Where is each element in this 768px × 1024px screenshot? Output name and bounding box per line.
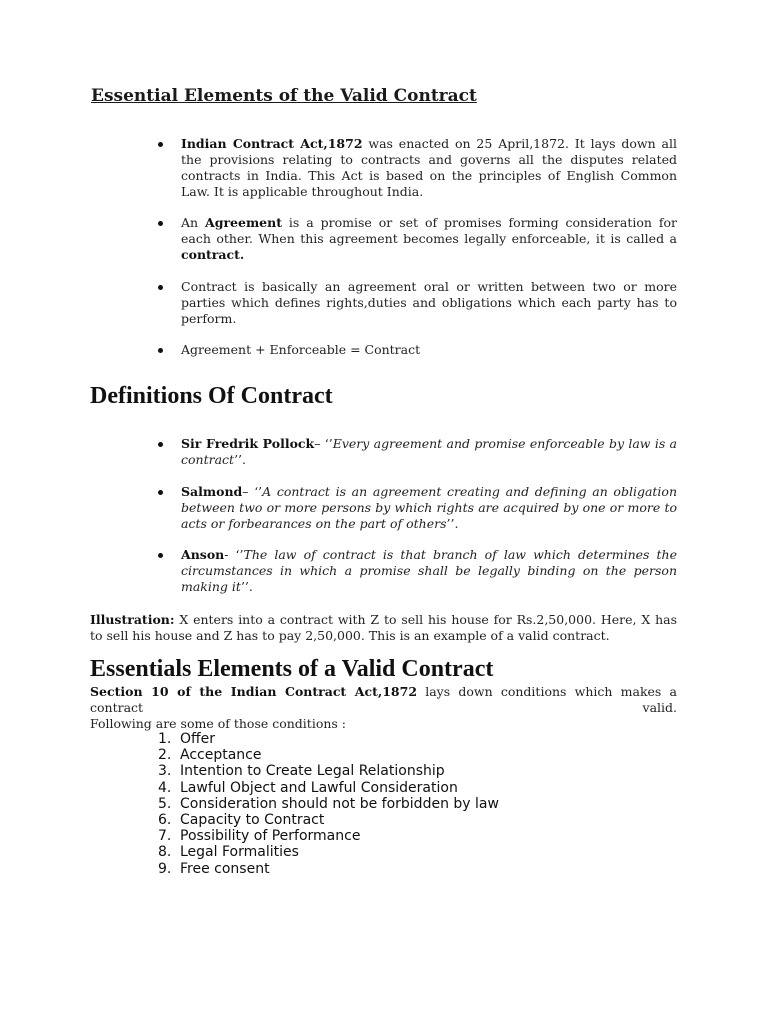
definition-anson — [181, 547, 677, 595]
definition-pollock — [181, 436, 677, 468]
intro-bullet-2-pre: An — [181, 215, 206, 230]
definition-salmond-sep: – ‘’ — [242, 484, 263, 499]
intro-bullet-1-bold: Indian Contract Act,1872 — [181, 136, 363, 151]
list-item-text: Legal Formalities — [180, 844, 299, 861]
section-followup — [90, 716, 677, 732]
list-item-number: 5. — [158, 795, 172, 812]
essentials-heading: Essentials Elements of a Valid Contract — [90, 656, 494, 682]
list-item — [158, 844, 499, 860]
section-bold: Section 10 of the Indian Contract Act,1872 — [90, 684, 418, 699]
definition-anson-end: ’’. — [240, 579, 253, 594]
list-item-number: 2. — [158, 747, 172, 764]
list-item — [158, 796, 499, 812]
definition-pollock-author: Sir Fredrik Pollock — [181, 436, 315, 451]
list-item-number: 3. — [158, 763, 172, 780]
definition-pollock-quote: Every agreement and promise enforceable by law is a contract — [181, 436, 677, 467]
intro-bullet-4 — [181, 342, 677, 358]
list-item-text: Intention to Create Legal Relationship — [180, 763, 445, 780]
intro-bullet-3-text: Contract is basically an agreement oral or written between two or more parties which defines rights,duties and obligations which each party has to perform. — [181, 279, 677, 326]
intro-bullet-1-text: was enacted on 25 April,1872. It lays down all the provisions relating to contracts and governs all the disputes related contracts in India. This Act is based on the principles of English Common Law. It is applicable throughout India. — [181, 136, 677, 199]
list-item-text: Consideration should not be forbidden by law — [180, 795, 499, 812]
definition-anson-quote: The law of contract is that branch of law which determines the circumstances in which a promise shall be legally binding on the person making it — [181, 547, 677, 594]
intro-bullet-3 — [181, 279, 677, 327]
page-title: Essential Elements of the Valid Contract — [91, 86, 477, 106]
section-paragraph — [90, 684, 677, 716]
list-item — [158, 747, 499, 763]
illustration-paragraph — [90, 612, 677, 644]
definition-anson-author: Anson — [181, 547, 225, 562]
intro-bullet-2-bold2: contract. — [181, 247, 245, 262]
list-item — [158, 861, 499, 877]
list-item — [158, 812, 499, 828]
list-item-number: 7. — [158, 828, 172, 845]
definition-pollock-sep: – ‘’ — [314, 436, 333, 451]
definition-pollock-end: ’’. — [234, 452, 246, 467]
list-item — [158, 828, 499, 844]
list-item-number: 6. — [158, 812, 172, 829]
list-item-text: Capacity to Contract — [180, 812, 325, 829]
section-line1: lays down conditions which makes a contract valid. — [90, 684, 677, 715]
illustration-label: Illustration: — [90, 612, 175, 627]
list-item — [158, 780, 499, 796]
list-item — [158, 763, 499, 779]
list-item-number: 8. — [158, 844, 172, 861]
illustration-text: X enters into a contract with Z to sell his house for Rs.2,50,000. Here, X has to sell his house and Z has to pay 2,50,000. This is an example of a valid contract. — [90, 612, 677, 643]
list-item-number: 1. — [158, 731, 172, 747]
definitions-heading: Definitions Of Contract — [90, 383, 333, 409]
list-item-number: 4. — [158, 779, 172, 796]
conditions-list — [158, 731, 499, 877]
list-item-text: Offer — [180, 731, 216, 747]
definition-salmond-author: Salmond — [181, 484, 243, 499]
intro-bullet-2 — [181, 215, 677, 263]
list-item-text: Acceptance — [180, 747, 262, 764]
definition-salmond — [181, 484, 677, 532]
intro-bullet-2-text: is a promise or set of promises forming consideration for each other. When this agreement becomes legally enforceable, it is called a — [181, 215, 677, 246]
list-item-text: Possibility of Performance — [180, 828, 361, 845]
list-item — [158, 731, 499, 747]
intro-bullet-4-text: Agreement + Enforceable = Contract — [181, 342, 421, 357]
definition-anson-sep: - ‘’ — [224, 547, 244, 562]
definition-salmond-quote: A contract is an agreement creating and defining an obligation between two or more persons by which rights are acquired by one or more to acts or forbearances on the part of others — [181, 484, 678, 531]
list-item-text: Free consent — [180, 860, 270, 877]
list-item-number: 9. — [158, 860, 172, 877]
intro-bullet-1 — [181, 136, 677, 200]
definition-salmond-end: ’’. — [446, 516, 459, 531]
list-item-text: Lawful Object and Lawful Consideration — [180, 779, 458, 796]
intro-bullet-2-bold: Agreement — [205, 215, 282, 230]
section-line2: Following are some of those conditions : — [90, 716, 347, 731]
